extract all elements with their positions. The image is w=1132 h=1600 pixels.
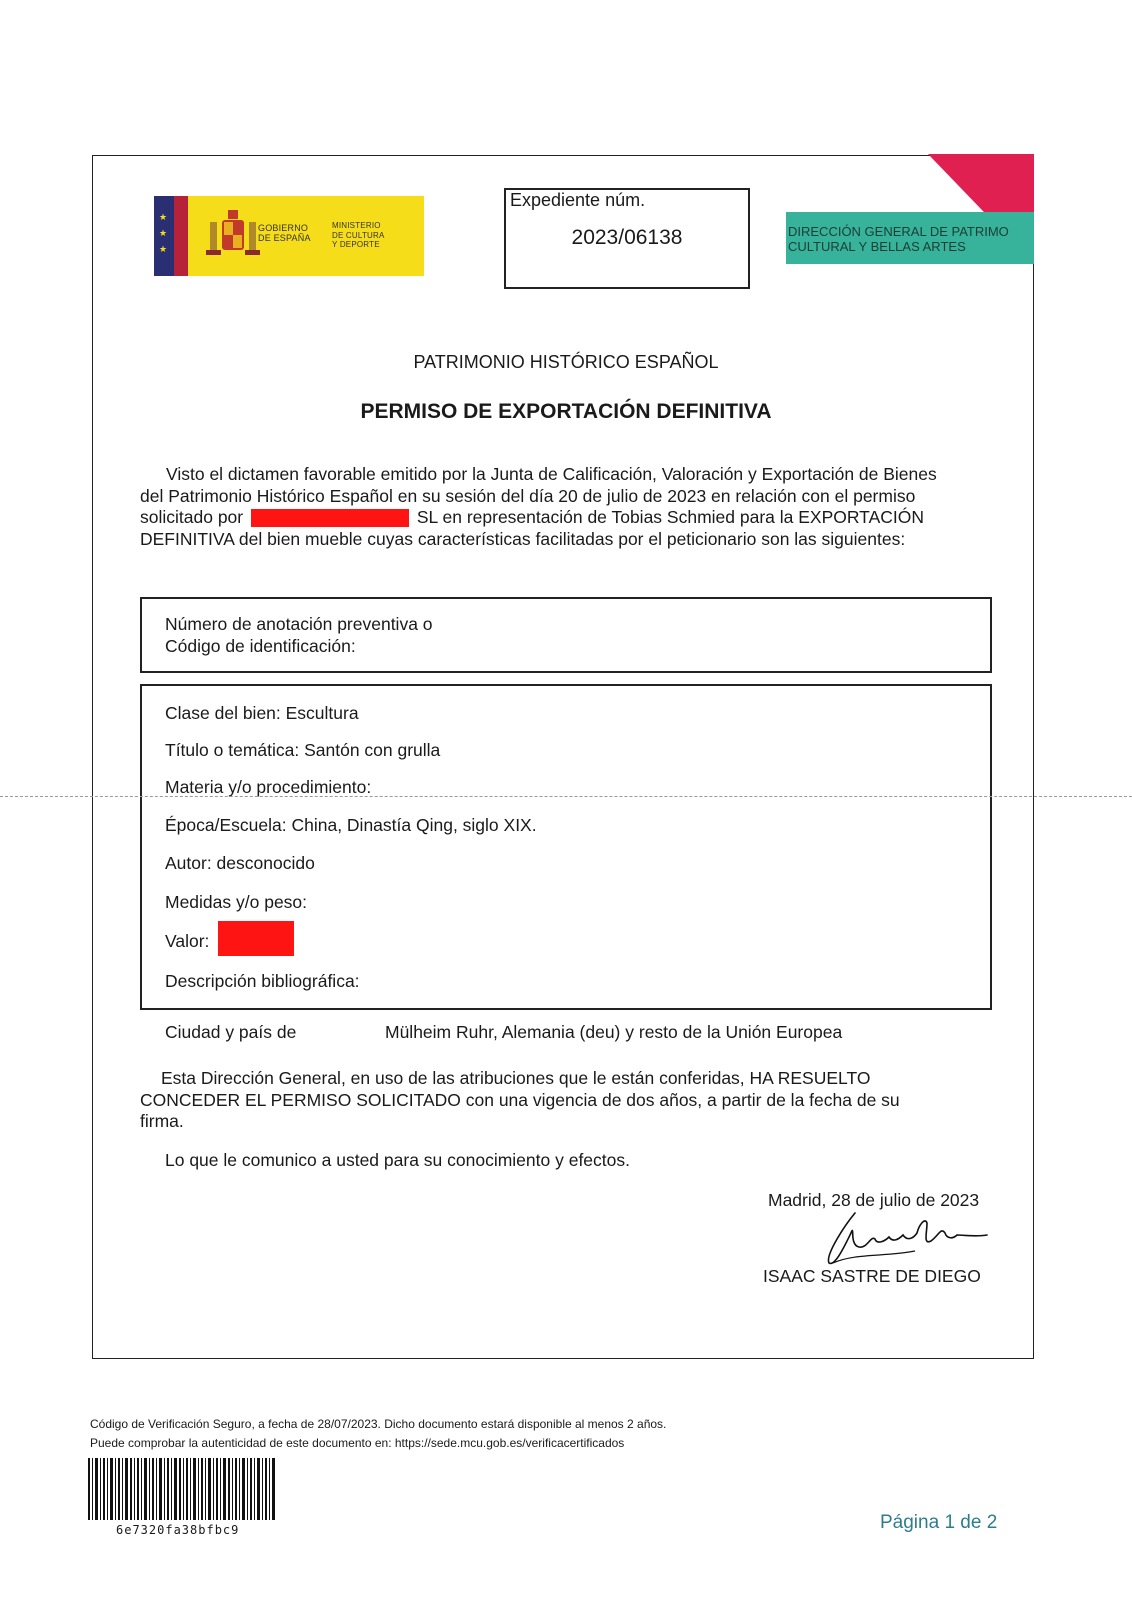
barcode-code: 6e7320fa38bfbc9 <box>116 1523 240 1537</box>
logo-ministry-line-1: MINISTERIO <box>332 221 381 230</box>
field-clase: Clase del bien: Escultura <box>165 703 359 723</box>
handwritten-signature <box>815 1205 995 1270</box>
field-medidas: Medidas y/o peso: <box>165 892 308 912</box>
characteristics-box <box>140 684 992 1010</box>
logo-ministry-line-3: Y DEPORTE <box>332 240 380 249</box>
codigo-label: Código de identificación: <box>165 636 356 656</box>
field-autor: Autor: desconocido <box>165 853 315 873</box>
direccion-general-label <box>786 212 1034 264</box>
resolution-line-1: Esta Dirección General, en uso de las atribuciones que le están conferidas, HA RESUELTO <box>161 1068 871 1088</box>
resolution-line-2: CONCEDER EL PERMISO SOLICITADO con una vigencia de dos años, a partir de la fecha de su <box>140 1089 900 1110</box>
field-epoca: Época/Escuela: China, Dinastía Qing, siglo XIX. <box>165 815 537 835</box>
anotacion-label: Número de anotación preventiva o <box>165 614 433 634</box>
intro-paragraph <box>140 464 1000 550</box>
coat-of-arms-icon <box>202 206 262 266</box>
intro-line-3 <box>140 507 1000 529</box>
resolution-line-3: firma. <box>140 1111 184 1131</box>
government-logo: ★ ★ ★ GOBIERNO DE ESPAÑA MINISTERIO DE CULTURA Y DEPORTE <box>154 196 424 276</box>
field-titulo: Título o temática: Santón con grulla <box>165 740 441 760</box>
document-title: PERMISO DE EXPORTACIÓN DEFINITIVA <box>360 400 772 423</box>
direccion-line-2: CULTURAL Y BELLAS ARTES <box>788 239 966 254</box>
field-valor: Valor: <box>165 931 210 951</box>
logo-gov-line-2: DE ESPAÑA <box>258 233 311 243</box>
intro-representacion: SL en representación de Tobias Schmied para la EXPORTACIÓN <box>416 507 924 527</box>
barcode-icon <box>88 1458 278 1520</box>
signatory-name: ISAAC SASTRE DE DIEGO <box>763 1266 981 1286</box>
section-title: PATRIMONIO HISTÓRICO ESPAÑOL <box>413 352 719 372</box>
scan-fold-line <box>0 796 1132 797</box>
direccion-line-1: DIRECCIÓN GENERAL DE PATRIMO <box>788 224 1009 239</box>
field-descripcion: Descripción bibliográfica: <box>165 971 360 991</box>
destination-value: Mülheim Ruhr, Alemania (deu) y resto de la Unión Europea <box>385 1022 843 1042</box>
intro-line-4: DEFINITIVA del bien mueble cuyas características facilitadas por el peticionario son las siguientes: <box>140 528 906 549</box>
verification-note: Código de Verificación Seguro, a fecha de 28/07/2023. Dicho documento estará disponible al menos 2 años. <box>90 1417 667 1431</box>
authenticity-note[interactable]: Puede comprobar la autenticidad de este documento en: https://sede.mcu.gob.es/verificacertificados <box>90 1436 625 1450</box>
redaction-valor <box>218 921 294 956</box>
closing-sentence: Lo que le comunico a usted para su conocimiento y efectos. <box>165 1150 630 1170</box>
expediente-label: Expediente núm. <box>510 190 646 210</box>
logo-ministry-line-2: DE CULTURA <box>332 230 385 240</box>
expediente-number: 2023/06138 <box>571 226 683 249</box>
intro-line-2: del Patrimonio Histórico Español en su sesión del día 20 de julio de 2023 en relación con el permiso <box>140 485 916 506</box>
resolution-paragraph <box>140 1068 1000 1133</box>
place-date: Madrid, 28 de julio de 2023 <box>768 1190 980 1210</box>
redaction-applicant <box>251 509 409 527</box>
intro-solicitado-por: solicitado por <box>140 507 244 527</box>
identification-box <box>140 597 992 673</box>
page-number: Página 1 de 2 <box>880 1512 998 1533</box>
destination-label: Ciudad y país de <box>165 1022 297 1042</box>
intro-line-1: Visto el dictamen favorable emitido por la Junta de Calificación, Valoración y Exportación de Bienes <box>166 464 937 484</box>
logo-gov-line-1: GOBIERNO <box>258 223 309 233</box>
field-materia: Materia y/o procedimiento: <box>165 777 372 797</box>
